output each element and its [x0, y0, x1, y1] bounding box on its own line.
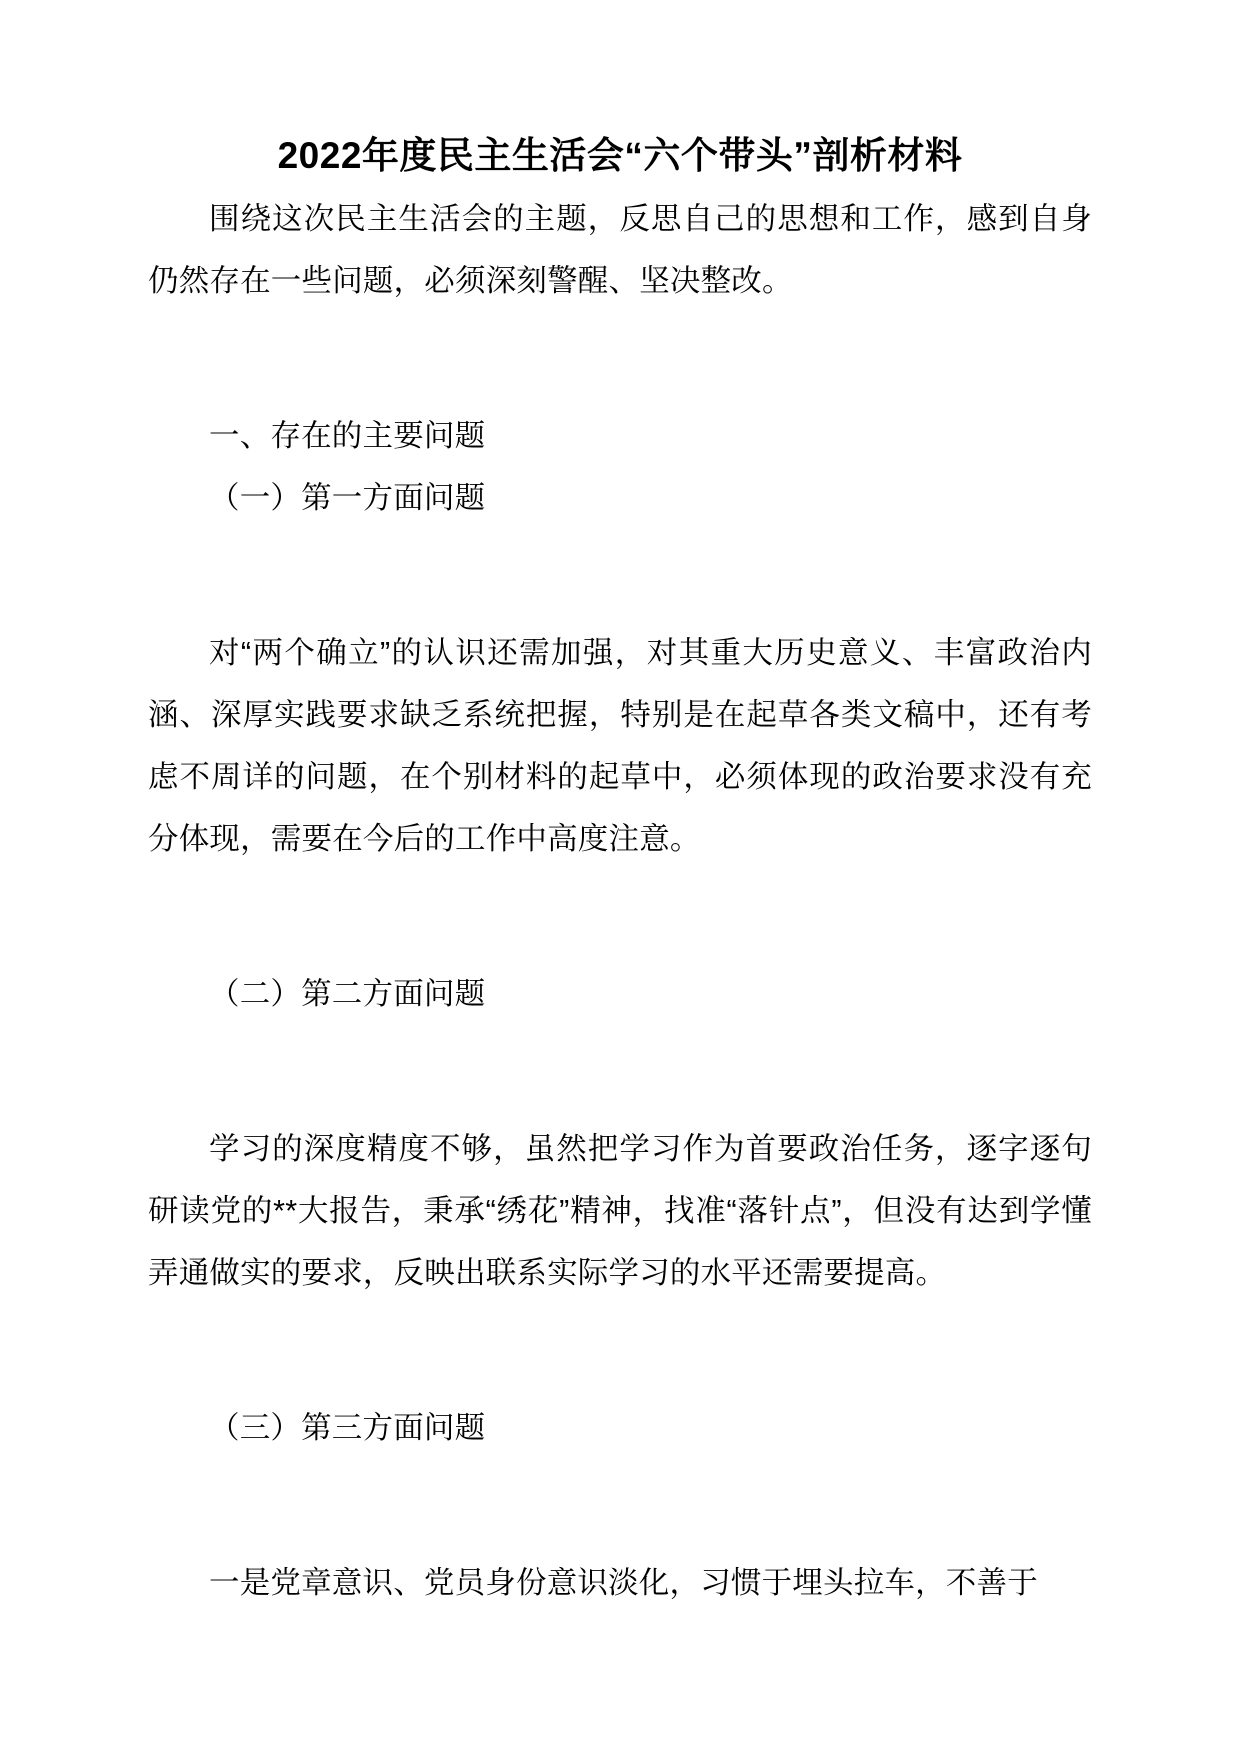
- subheading-third-aspect: （三）第三方面问题: [209, 1410, 486, 1445]
- page-title: 2022年度民主生活会“六个带头”剖析材料: [277, 135, 963, 176]
- paragraph-spacer: [148, 1521, 1092, 1552]
- paragraph-spacer: [148, 870, 1092, 932]
- paragraph-spacer: [148, 1304, 1092, 1366]
- intro-paragraph: 围绕这次民主生活会的主题，反思自己的思想和工作，感到自身仍然存在一些问题，必须深刻警醒、坚决整改。: [148, 201, 1092, 298]
- paragraph-spacer: [148, 1459, 1092, 1521]
- section-heading-main-problems: 一、存在的主要问题: [209, 418, 486, 453]
- paragraph-spacer: [148, 591, 1092, 622]
- paragraph-spacer: [148, 374, 1092, 405]
- body-paragraph-second-aspect: 学习的深度精度不够，虽然把学习作为首要政治任务，逐字逐句研读党的**大报告，秉承“绣花”精神，找准“落针点”，但没有达到学懂弄通做实的要求，反映出联系实际学习的水平还需要提高。: [148, 1131, 1092, 1290]
- paragraph-spacer: [148, 932, 1092, 963]
- body-paragraph-third-aspect: 一是党章意识、党员身份意识淡化，习惯于埋头拉车，不善于: [209, 1565, 1038, 1600]
- paragraph-spacer: [148, 1087, 1092, 1118]
- paragraph-spacer: [148, 312, 1092, 374]
- paragraph-spacer: [148, 1025, 1092, 1087]
- document-body: [148, 128, 1092, 1614]
- paragraph-spacer: [148, 529, 1092, 591]
- subheading-first-aspect: （一）第一方面问题: [209, 480, 486, 515]
- subheading-second-aspect: （二）第二方面问题: [209, 976, 486, 1011]
- paragraph-spacer: [148, 1366, 1092, 1397]
- body-paragraph-first-aspect: 对“两个确立”的认识还需加强，对其重大历史意义、丰富政治内涵、深厚实践要求缺乏系统把握，特别是在起草各类文稿中，还有考虑不周详的问题，在个别材料的起草中，必须体现的政治要求没有充分体现，需要在今后的工作中高度注意。: [148, 635, 1092, 856]
